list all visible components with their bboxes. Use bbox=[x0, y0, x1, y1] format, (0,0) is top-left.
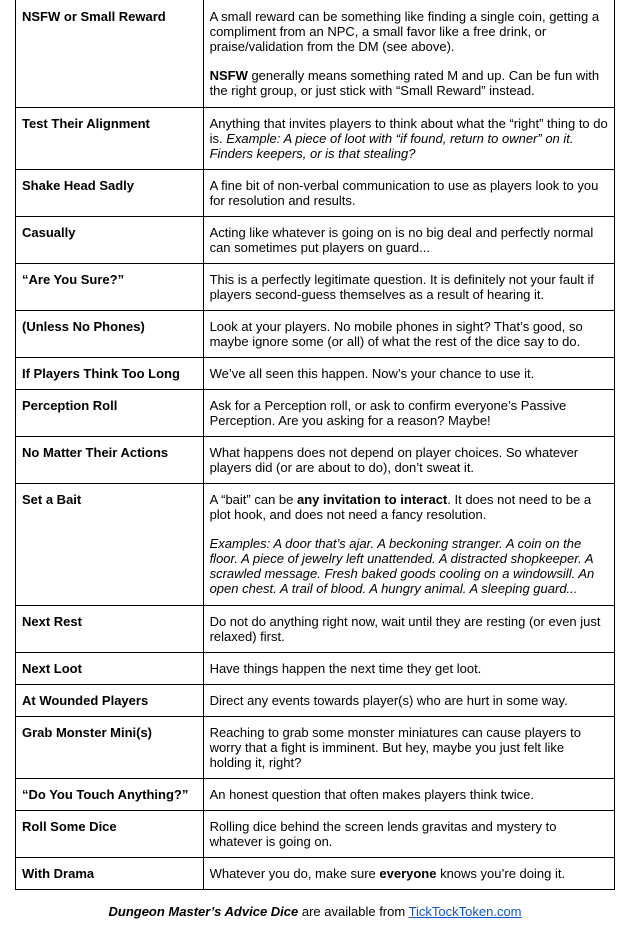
advice-table bbox=[15, 0, 615, 890]
description-text: . It does not need to be a plot hook, and does not need a fancy resolution. bbox=[209, 491, 592, 522]
table-row bbox=[16, 0, 615, 107]
term-cell: Perception Roll bbox=[16, 389, 204, 436]
description-cell: This is a perfectly legitimate question. It is definitely not your fault if players second-guess themselves as a result of hearing it. bbox=[203, 263, 614, 310]
table-row bbox=[16, 357, 615, 389]
description-text bbox=[210, 492, 608, 522]
term-cell: At Wounded Players bbox=[16, 684, 204, 716]
example-text: Examples: A door that’s ajar. A beckoning stranger. A coin on the floor. A piece of jewelry left unattended. A distracted shopkeeper. A scrawled message. Fresh baked goods cooling on a windowsill. An open chest. A trail of blood. A hungry animal. A sleeping guard... bbox=[209, 535, 595, 596]
description-cell: Acting like whatever is going on is no big deal and perfectly normal can sometimes put players on guard... bbox=[203, 216, 614, 263]
term-cell: No Matter Their Actions bbox=[16, 436, 204, 483]
term-cell: Next Rest bbox=[16, 605, 204, 652]
table-row bbox=[16, 216, 615, 263]
description-cell bbox=[203, 857, 614, 889]
term-cell: NSFW or Small Reward bbox=[16, 0, 204, 107]
description-cell: Ask for a Perception roll, or ask to confirm everyone’s Passive Perception. Are you asking for a reason? Maybe! bbox=[203, 389, 614, 436]
table-row bbox=[16, 857, 615, 889]
table-row bbox=[16, 169, 615, 216]
table-row bbox=[16, 263, 615, 310]
table-row bbox=[16, 716, 615, 778]
description-text: A small reward can be something like finding a single coin, getting a compliment from an NPC, a small favor like a free drink, or praise/validation from the DM (see above). bbox=[209, 9, 600, 54]
description-cell: An honest question that often makes players think twice. bbox=[203, 778, 614, 810]
description-text bbox=[210, 68, 608, 98]
website-link[interactable]: TickTockToken.com bbox=[408, 904, 522, 919]
term-cell: Roll Some Dice bbox=[16, 810, 204, 857]
term-cell: Casually bbox=[16, 216, 204, 263]
term-cell: Next Loot bbox=[16, 652, 204, 684]
description-text: Whatever you do, make sure bbox=[209, 865, 380, 881]
description-cell bbox=[203, 0, 614, 107]
table-row bbox=[16, 107, 615, 169]
bold-text: NSFW bbox=[209, 68, 248, 83]
table-row bbox=[16, 605, 615, 652]
table-row bbox=[16, 310, 615, 357]
term-cell: (Unless No Phones) bbox=[16, 310, 204, 357]
description-cell: Look at your players. No mobile phones in sight? That’s good, so maybe ignore some (or all) of what the rest of the dice say to do. bbox=[203, 310, 614, 357]
description-text: Anything that invites players to think about what the “right” thing to do is. bbox=[209, 115, 608, 146]
description-cell: Do not do anything right now, wait until they are resting (or even just relaxed) first. bbox=[203, 605, 614, 652]
description-cell: Direct any events towards player(s) who are hurt in some way. bbox=[203, 684, 614, 716]
term-cell: “Do You Touch Anything?” bbox=[16, 778, 204, 810]
table-row bbox=[16, 436, 615, 483]
description-cell: A fine bit of non-verbal communication to use as players look to you for resolution and results. bbox=[203, 169, 614, 216]
example-text: Example: A piece of loot with “if found, return to owner” on it. Finders keepers, or is that stealing? bbox=[209, 130, 574, 161]
term-cell: Set a Bait bbox=[16, 483, 204, 605]
description-text: generally means something rated M and up. Can be fun with the right group, or just stick with “Small Reward” instead. bbox=[209, 68, 600, 98]
table-row bbox=[16, 652, 615, 684]
term-cell: Grab Monster Mini(s) bbox=[16, 716, 204, 778]
description-cell bbox=[203, 483, 614, 605]
description-cell: Have things happen the next time they get loot. bbox=[203, 652, 614, 684]
term-cell: Shake Head Sadly bbox=[16, 169, 204, 216]
term-cell: Test Their Alignment bbox=[16, 107, 204, 169]
bold-text: everyone bbox=[379, 865, 437, 881]
table-row bbox=[16, 389, 615, 436]
description-cell bbox=[203, 107, 614, 169]
bold-text: any invitation to interact bbox=[297, 491, 448, 507]
term-cell: With Drama bbox=[16, 857, 204, 889]
table-row bbox=[16, 810, 615, 857]
footer-text: are available from bbox=[298, 904, 409, 919]
description-text: A “bait” can be bbox=[209, 491, 298, 507]
table-row bbox=[16, 483, 615, 605]
description-cell: Reaching to grab some monster miniatures can cause players to worry that a fight is imminent. But hey, maybe you just felt like holding it, right? bbox=[203, 716, 614, 778]
term-cell: If Players Think Too Long bbox=[16, 357, 204, 389]
table-row bbox=[16, 684, 615, 716]
footer bbox=[0, 904, 630, 920]
description-cell: Rolling dice behind the screen lends gravitas and mystery to whatever is going on. bbox=[203, 810, 614, 857]
table-row bbox=[16, 778, 615, 810]
description-cell: We’ve all seen this happen. Now’s your chance to use it. bbox=[203, 357, 614, 389]
description-text: knows you’re doing it. bbox=[436, 865, 566, 881]
description-cell: What happens does not depend on player choices. So whatever players did (or are about to do), don’t sweat it. bbox=[203, 436, 614, 483]
product-title: Dungeon Master’s Advice Dice bbox=[108, 904, 299, 919]
term-cell: “Are You Sure?” bbox=[16, 263, 204, 310]
